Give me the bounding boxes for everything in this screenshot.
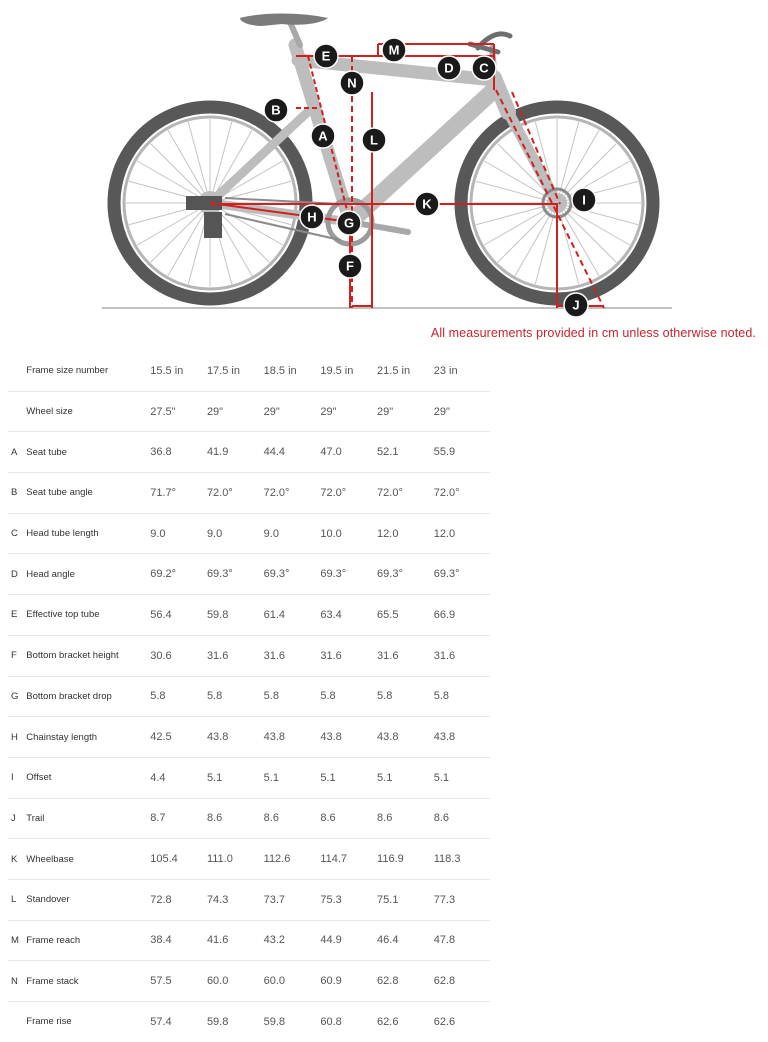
bike-geometry-diagram <box>0 0 768 325</box>
row-label: Seat tube angle <box>26 473 150 514</box>
row-value: 5.8 <box>377 676 434 717</box>
svg-text:C: C <box>479 60 489 76</box>
badge-a <box>311 124 335 148</box>
row-value: 31.6 <box>377 635 434 676</box>
row-value: 61.4 <box>264 595 321 636</box>
row-letter: A <box>8 432 26 473</box>
row-value: 63.4 <box>320 595 377 636</box>
geometry-row <box>8 595 490 636</box>
row-value: 43.8 <box>264 717 321 758</box>
row-value: 29" <box>434 391 490 432</box>
row-value: 77.3 <box>434 879 490 920</box>
row-value: 9.0 <box>207 513 264 554</box>
badge-e <box>314 44 338 68</box>
row-value: 47.0 <box>320 432 377 473</box>
row-value: 57.5 <box>150 961 207 1002</box>
row-value: 43.8 <box>434 717 490 758</box>
row-value: 12.0 <box>377 513 434 554</box>
row-value: 111.0 <box>207 839 264 880</box>
row-label: Trail <box>26 798 150 839</box>
row-value: 29" <box>377 391 434 432</box>
svg-text:I: I <box>582 192 586 208</box>
row-value: 62.8 <box>434 961 490 1002</box>
row-value: 60.8 <box>320 1015 342 1028</box>
row-value: 18.5 in <box>264 351 321 391</box>
svg-text:K: K <box>422 196 432 212</box>
badge-g <box>337 211 361 235</box>
row-value: 60.9 <box>320 961 377 1002</box>
row-value: 5.1 <box>264 757 321 798</box>
row-label: Chainstay length <box>26 717 150 758</box>
geometry-row <box>8 961 490 1002</box>
svg-text:F: F <box>346 258 354 274</box>
row-value: 69.3° <box>207 554 264 595</box>
badge-f <box>338 254 362 278</box>
row-letter: H <box>8 717 26 758</box>
row-value: 8.6 <box>320 798 377 839</box>
svg-text:A: A <box>318 128 328 144</box>
row-value: 5.8 <box>264 676 321 717</box>
row-value: 5.1 <box>377 757 434 798</box>
row-value: 9.0 <box>150 513 207 554</box>
row-value: 72.0° <box>377 473 434 514</box>
row-value: 8.7 <box>150 798 207 839</box>
row-letter: M <box>8 920 26 961</box>
row-value: 43.8 <box>377 717 434 758</box>
row-value: 71.7° <box>150 473 207 514</box>
row-value: 60.0 <box>207 961 264 1002</box>
row-letter: K <box>8 839 26 880</box>
row-value: 112.6 <box>264 839 321 880</box>
row-value: 12.0 <box>434 513 490 554</box>
row-value: 57.4 <box>150 1015 172 1028</box>
row-value: 74.3 <box>207 879 264 920</box>
units-note: All measurements provided in cm unless otherwise noted. <box>430 326 756 340</box>
badge-l <box>362 128 386 152</box>
row-value: 69.3° <box>320 554 377 595</box>
row-value: 69.3° <box>434 554 490 595</box>
row-letter: E <box>8 595 26 636</box>
row-label: Frame reach <box>26 920 150 961</box>
row-value: 5.8 <box>320 676 377 717</box>
row-value: 31.6 <box>207 635 264 676</box>
row-value: 8.6 <box>434 798 490 839</box>
geometry-row <box>8 920 490 961</box>
row-value: 69.2° <box>150 554 207 595</box>
row-letter: N <box>8 961 26 1002</box>
row-value: 9.0 <box>264 513 321 554</box>
row-label: Head tube length <box>26 513 150 554</box>
row-value: 5.8 <box>150 676 207 717</box>
row-value: 8.6 <box>207 798 264 839</box>
row-value: 60.0 <box>264 961 321 1002</box>
geometry-row <box>8 473 490 514</box>
row-value: 5.1 <box>207 757 264 798</box>
row-value: 62.8 <box>377 961 434 1002</box>
badge-b <box>264 98 288 122</box>
svg-text:E: E <box>321 48 331 64</box>
row-value: 43.2 <box>264 920 321 961</box>
row-value: 118.3 <box>434 839 490 880</box>
row-value: 5.1 <box>434 757 490 798</box>
row-value: 75.3 <box>320 879 377 920</box>
row-letter <box>8 391 26 432</box>
row-value: 29" <box>207 391 264 432</box>
row-value: 105.4 <box>150 839 207 880</box>
geometry-row <box>8 879 490 920</box>
badge-c <box>472 56 496 80</box>
geometry-row <box>8 391 490 432</box>
svg-text:D: D <box>444 60 454 76</box>
row-letter: F <box>8 635 26 676</box>
row-value: 55.9 <box>434 432 490 473</box>
row-value: 21.5 in <box>377 351 434 391</box>
row-value: 19.5 in <box>320 351 377 391</box>
row-letter <box>8 351 26 391</box>
row-value: 75.1 <box>377 879 434 920</box>
geometry-row <box>8 351 490 391</box>
row-letter: L <box>8 879 26 920</box>
row-value: 62.6 <box>377 1015 399 1028</box>
row-label: Seat tube <box>26 432 150 473</box>
geometry-row <box>8 717 490 758</box>
row-value: 5.1 <box>320 757 377 798</box>
badge-n <box>340 71 364 95</box>
geometry-row <box>8 513 490 554</box>
saddle <box>240 14 328 27</box>
geometry-row <box>8 432 490 473</box>
svg-text:N: N <box>347 75 357 91</box>
row-value: 73.7 <box>264 879 321 920</box>
row-value: 27.5" <box>150 391 207 432</box>
row-value: 8.6 <box>377 798 434 839</box>
row-letter: C <box>8 513 26 554</box>
row-label: Head angle <box>26 554 150 595</box>
geometry-row <box>8 839 490 880</box>
badge-h <box>300 205 324 229</box>
row-label: Wheel size <box>26 391 150 432</box>
row-value: 56.4 <box>150 595 207 636</box>
row-value: 38.4 <box>150 920 207 961</box>
row-value: 59.8 <box>206 1015 229 1028</box>
row-value: 62.6 <box>433 1015 456 1028</box>
row-value: 31.6 <box>434 635 490 676</box>
row-value: 41.6 <box>207 920 264 961</box>
row-value: 5.8 <box>434 676 490 717</box>
geometry-row <box>8 757 490 798</box>
row-value: 44.4 <box>264 432 321 473</box>
svg-text:L: L <box>370 132 378 148</box>
svg-text:M: M <box>388 42 400 58</box>
row-value: 69.3° <box>264 554 321 595</box>
row-letter: G <box>8 676 26 717</box>
row-value: 43.8 <box>207 717 264 758</box>
geometry-row <box>8 1002 490 1042</box>
row-value: 47.8 <box>434 920 490 961</box>
row-label: Frame size number <box>26 351 150 391</box>
row-value: 23 in <box>434 351 490 391</box>
svg-text:G: G <box>343 215 355 231</box>
row-value: 29" <box>320 391 377 432</box>
geometry-table <box>8 351 490 1042</box>
row-value: 43.8 <box>320 717 377 758</box>
row-value: 59.8 <box>263 1015 286 1028</box>
geometry-row <box>8 798 490 839</box>
row-label: Wheelbase <box>26 839 150 880</box>
geometry-row <box>8 676 490 717</box>
row-value: 41.9 <box>207 432 264 473</box>
svg-text:B: B <box>271 102 281 118</box>
row-value: 36.8 <box>150 432 207 473</box>
row-value: 52.1 <box>377 432 434 473</box>
badge-m <box>382 38 406 62</box>
row-value: 4.4 <box>150 757 207 798</box>
badge-k <box>415 192 439 216</box>
row-value: 72.8 <box>150 879 207 920</box>
row-letter <box>8 1002 26 1042</box>
row-value: 72.0° <box>264 473 321 514</box>
row-value: 72.0° <box>207 473 264 514</box>
row-value: 66.9 <box>434 595 490 636</box>
row-value: 114.7 <box>320 839 377 880</box>
row-value: 44.9 <box>320 920 377 961</box>
row-letter: D <box>8 554 26 595</box>
row-value: 59.8 <box>207 595 264 636</box>
row-label: Frame rise <box>26 1016 72 1028</box>
svg-text:J: J <box>572 297 580 313</box>
row-value: 30.6 <box>150 635 207 676</box>
row-value: 10.0 <box>320 513 377 554</box>
row-letter: J <box>8 798 26 839</box>
svg-text:H: H <box>307 209 317 225</box>
row-label: Frame stack <box>26 961 150 1002</box>
row-value: 65.5 <box>377 595 434 636</box>
row-letter: I <box>8 757 26 798</box>
row-value: 46.4 <box>377 920 434 961</box>
row-value: 72.0° <box>434 473 490 514</box>
row-label: Standover <box>26 879 150 920</box>
row-value: 72.0° <box>320 473 377 514</box>
row-value: 15.5 in <box>150 351 207 391</box>
row-label: Offset <box>26 757 150 798</box>
row-value: 5.8 <box>207 676 264 717</box>
row-value: 31.6 <box>264 635 321 676</box>
row-value: 31.6 <box>320 635 377 676</box>
row-value: 8.6 <box>264 798 321 839</box>
row-value: 116.9 <box>377 839 434 880</box>
badge-j <box>564 293 588 317</box>
row-label: Bottom bracket drop <box>26 676 150 717</box>
row-value: 42.5 <box>150 717 207 758</box>
badge-d <box>437 56 461 80</box>
geometry-row <box>8 554 490 595</box>
badge-i <box>572 188 596 212</box>
row-label: Bottom bracket height <box>26 635 150 676</box>
geometry-row <box>8 635 490 676</box>
row-value: 69.3° <box>377 554 434 595</box>
row-letter: B <box>8 473 26 514</box>
row-value: 17.5 in <box>207 351 264 391</box>
row-label: Effective top tube <box>26 595 150 636</box>
row-value: 29" <box>264 391 321 432</box>
